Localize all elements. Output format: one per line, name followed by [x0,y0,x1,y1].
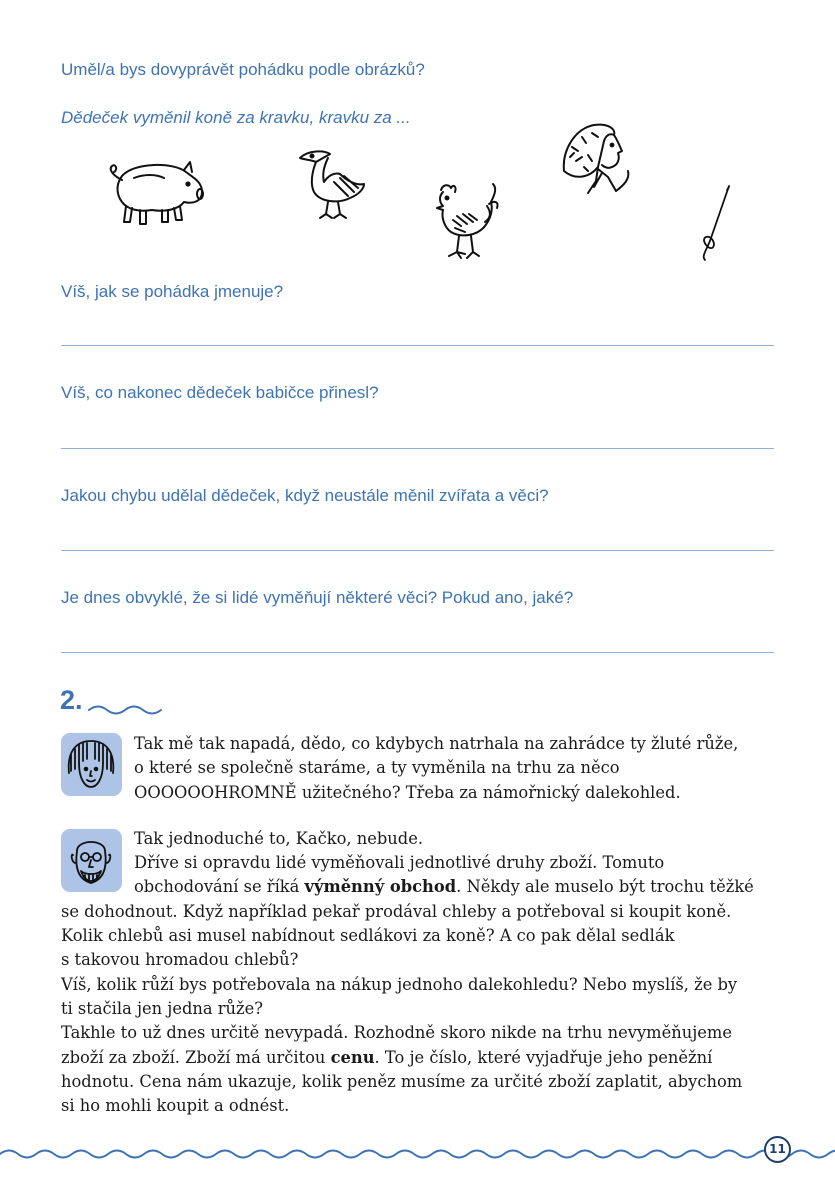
grandpa-line: Takhle to už dnes určitě nevypadá. Rozhodně skoro nikde na trhu nevyměňujeme [61,1023,732,1042]
answer-line[interactable] [61,550,774,551]
avatar-grandpa [61,829,122,892]
grandpa-line: Víš, kolik růží bys potřebovala na nákup jednoho dalekohledu? Nebo myslíš, že by [61,975,738,994]
speech-line: Tak mě tak napadá, dědo, co kdybych natrhala na zahrádce ty žluté růže, [134,734,739,753]
girl-face-icon [61,733,122,796]
answer-line[interactable] [61,448,774,449]
grandpa-line: ti stačila jen jedna růže? [61,999,263,1018]
rooster-icon [431,180,501,266]
question-mistake: Jakou chybu udělal dědeček, když neustále měnil zvířata a věci? [61,486,549,505]
grandpa-line: zboží za zboží. Zboží má určitou cenu. To je číslo, které vyjadřuje jeho peněžní [61,1048,713,1067]
grandpa-line: si ho mohli koupit a odnést. [61,1096,290,1115]
answer-line[interactable] [61,345,774,346]
pig-icon [104,158,207,228]
grandpa-line: obchodování se říká výměnný obchod. Někdy ale muselo být trochu těžké [134,877,754,896]
kacka-speech [134,732,774,805]
term-barter: výměnný obchod [304,877,457,896]
page-number: 11 [764,1136,791,1163]
term-price: cenu [330,1048,375,1067]
footer-wave-decoration [0,1144,835,1164]
headscarf-grandma-icon [558,121,633,197]
speech-line: OOOOOOHROMNĚ užitečného? Třeba za námořnický dalekohled. [134,782,681,802]
question-what-brought: Víš, co nakonec dědeček babičce přinesl? [61,383,379,402]
avatar-kacka [61,733,122,796]
grandpa-line: se dohodnout. Když například pekař prodával chleby a potřeboval si koupit koně. [61,902,732,921]
grandpa-line: Kolik chlebů asi musel nabídnout sedlákovi za koně? A co pak dělal sedlák [61,926,675,945]
question-hint: Dědeček vyměnil koně za kravku, kravku za ... [61,108,411,127]
question-fairytale-name: Víš, jak se pohádka jmenuje? [61,282,284,301]
grandpa-line: hodnotu. Cena nám ukazuje, kolik peněz musíme za určité zboží zaplatit, abychom [61,1072,743,1091]
speech-line: o které se společně staráme, a ty vyměnila na trhu za něco [134,758,620,778]
section-number: 2. [60,685,83,715]
question-exchange-today: Je dnes obvyklé, že si lidé vyměňují některé věci? Pokud ano, jaké? [61,588,574,607]
answer-line[interactable] [61,652,774,653]
grandpa-line: Tak jednoduché to, Kačko, nebude. [134,829,424,848]
grandpa-line: Dříve si opravdu lidé vyměňovali jednotlivé druhy zboží. Tomuto [134,853,665,872]
goose-icon [294,148,368,223]
grandpa-face-icon [61,829,122,892]
question-retell: Uměl/a bys dovyprávět pohádku podle obrázků? [61,60,425,79]
needle-icon [697,184,733,262]
section-wave-decoration [88,702,164,716]
grandpa-line: s takovou hromadou chlebů? [61,950,299,969]
